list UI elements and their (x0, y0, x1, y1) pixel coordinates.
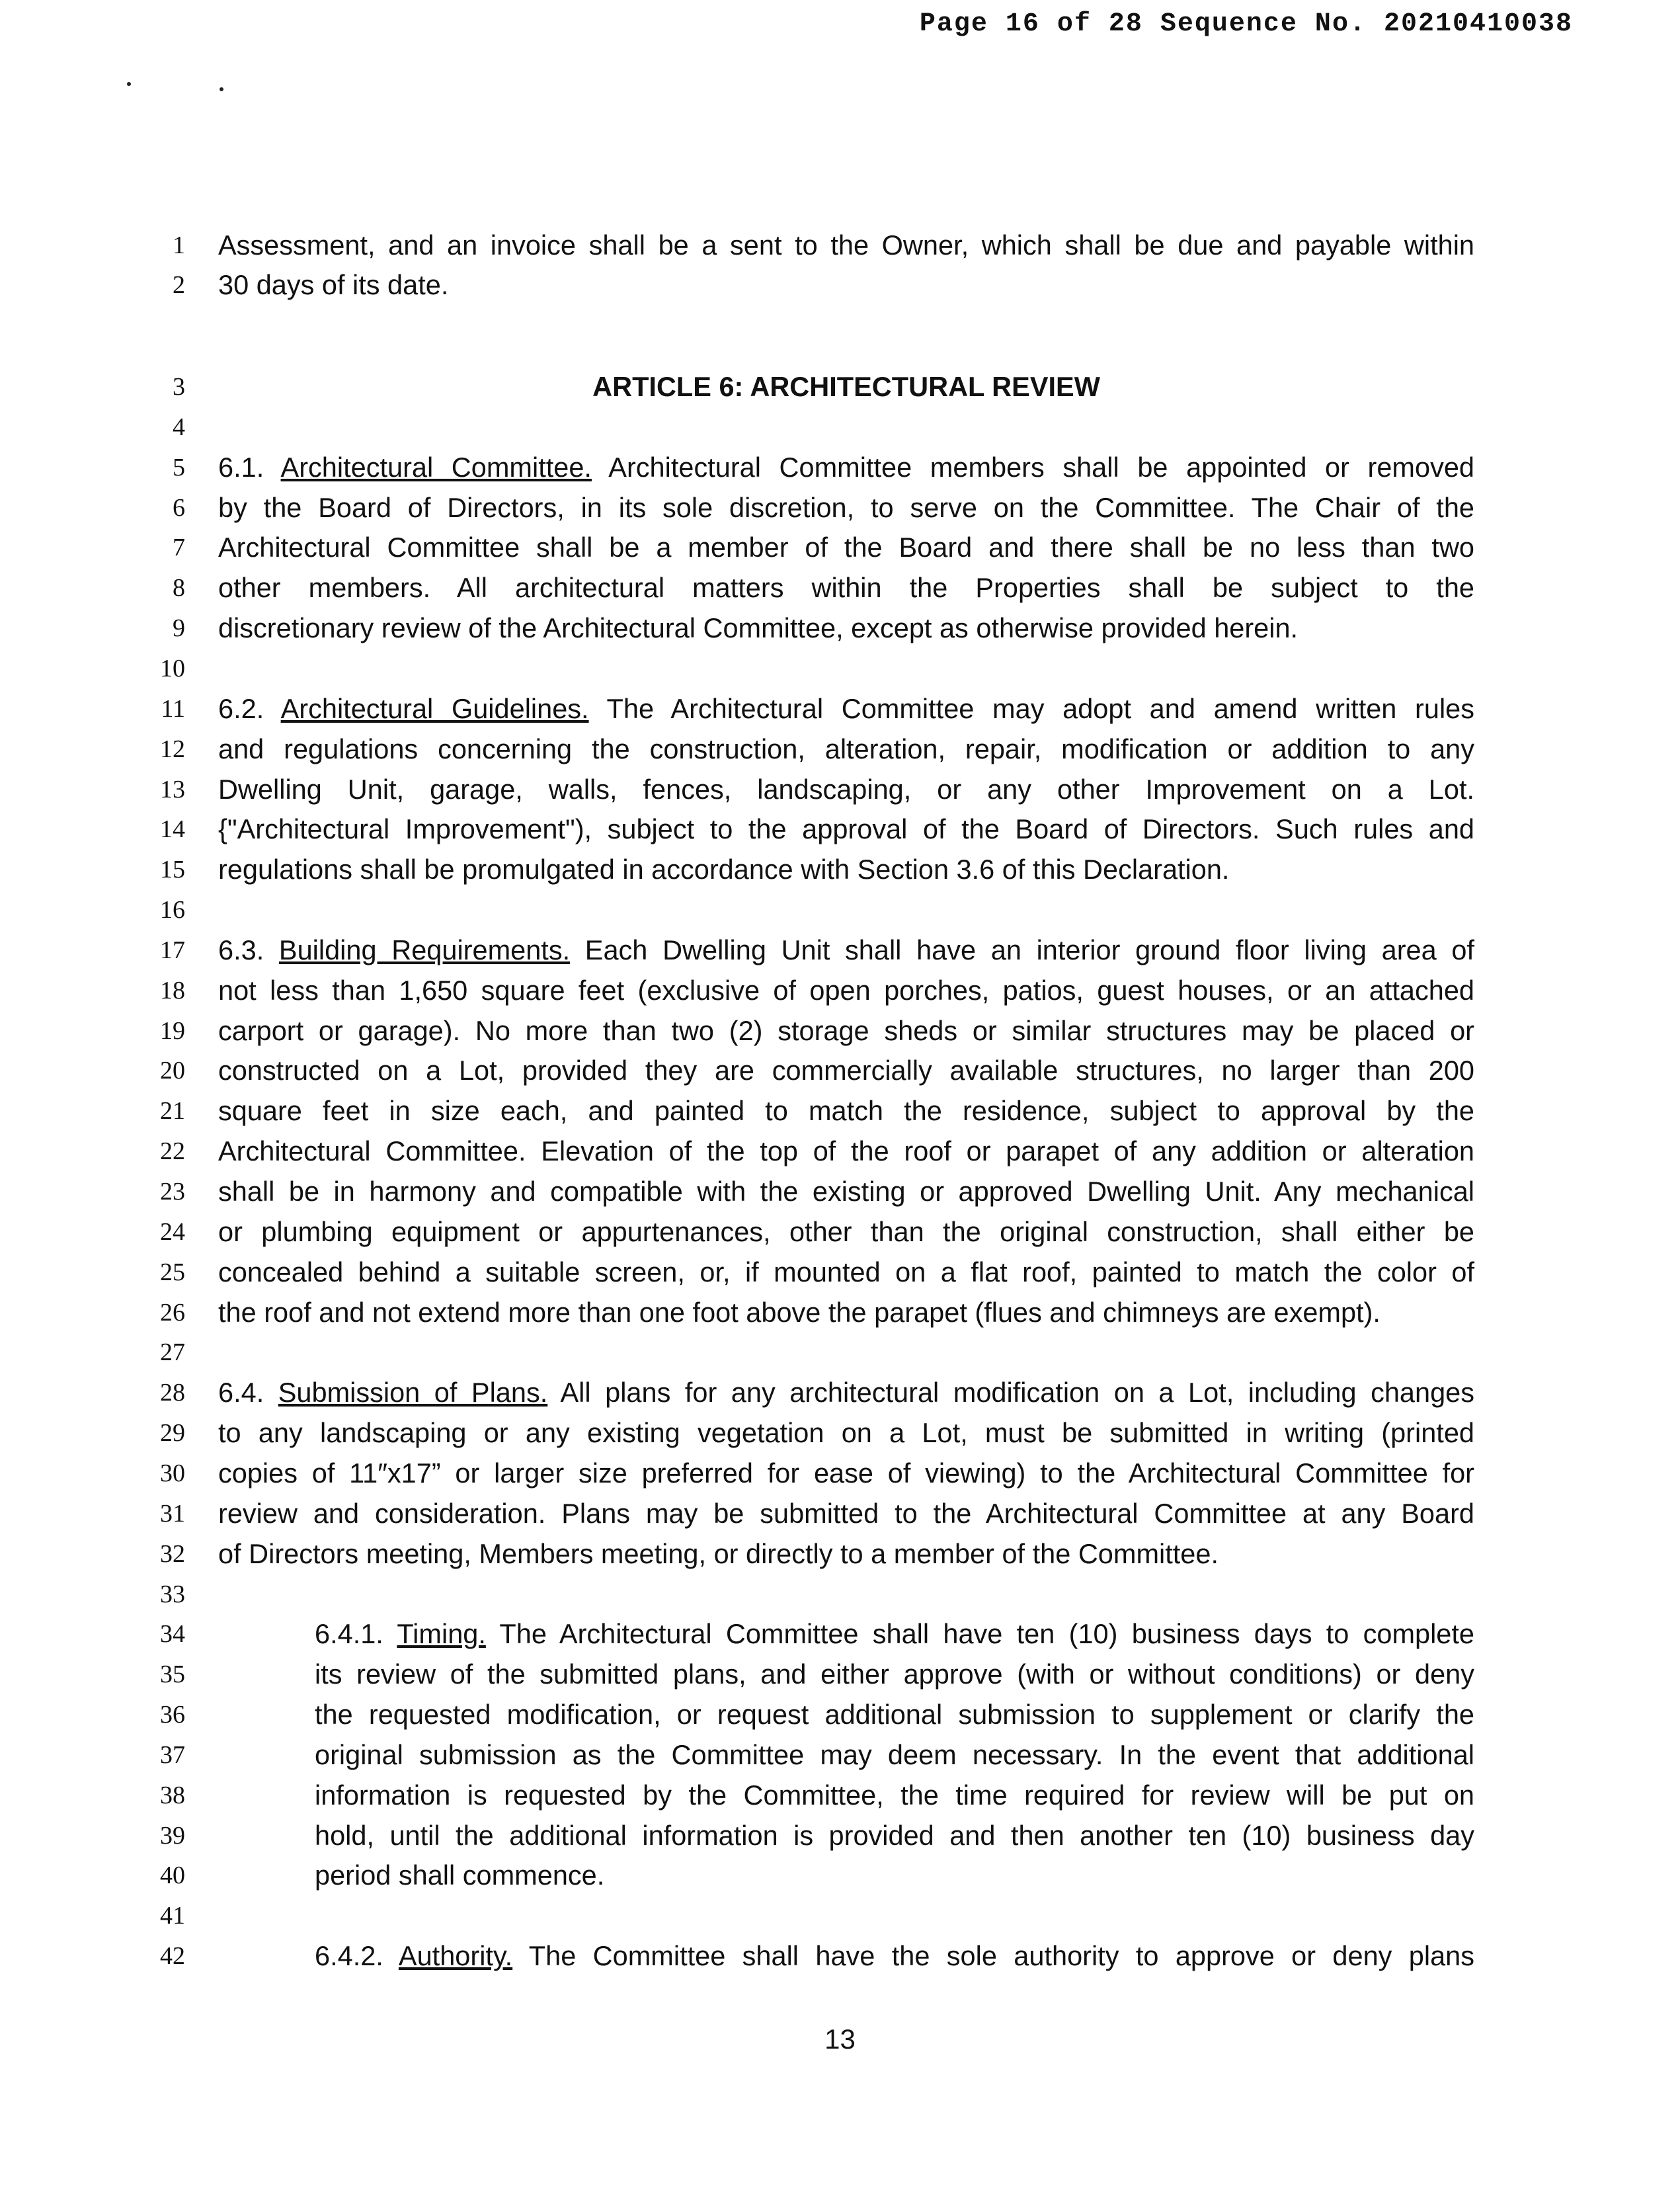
body-line (315, 1816, 1474, 1856)
line-number: 15 (160, 856, 185, 884)
line-text: period shall commence. (315, 1859, 605, 1891)
line-text: {"Architectural Improvement"), subject to the approval of the Board of Directors. Such rules and (218, 813, 1474, 845)
body-line (218, 1011, 1474, 1051)
line-number: 39 (160, 1821, 185, 1850)
article-heading: ARTICLE 6: ARCHITECTURAL REVIEW (592, 371, 1100, 402)
body-line (218, 729, 1474, 769)
section-title: Timing. (397, 1618, 486, 1650)
line-number: 35 (160, 1660, 185, 1689)
section-title: Architectural Committee. (280, 451, 592, 483)
line-text: The Committee shall have the sole authority to approve or deny plans (512, 1940, 1474, 1972)
line-number: 20 (160, 1057, 185, 1085)
body-line (315, 1614, 1474, 1654)
line-number: 10 (160, 654, 185, 682)
body-line (218, 1172, 1474, 1211)
section-title: Submission of Plans. (278, 1377, 548, 1409)
line-number: 11 (161, 694, 185, 723)
body-line (315, 1695, 1474, 1735)
line-text: and regulations concerning the construction, alteration, repair, modification or addition to any (218, 733, 1474, 764)
line-number: 25 (160, 1258, 185, 1286)
line-text: the requested modification, or request additional submission to supplement or clarify the (315, 1699, 1474, 1731)
line-text: concealed behind a suitable screen, or, if mounted on a flat roof, painted to match the color of (218, 1256, 1474, 1287)
line-text: constructed on a Lot, provided they are commercially available structures, no larger than 200 (218, 1055, 1474, 1086)
line-text: regulations shall be promulgated in accordance with Section 3.6 of this Declaration. (218, 854, 1230, 885)
scan-speck (220, 87, 223, 91)
section-number: 6.4.2. (315, 1940, 399, 1972)
line-number: 2 (173, 271, 185, 299)
section-number: 6.1. (218, 451, 281, 483)
line-number: 32 (160, 1539, 185, 1568)
line-number: 18 (160, 976, 185, 1004)
body-line (218, 1212, 1474, 1252)
line-text: information is requested by the Committee, the time required for review will be put on (315, 1779, 1474, 1811)
line-number: 41 (160, 1902, 185, 1930)
line-text: Each Dwelling Unit shall have an interior ground floor living area of (570, 934, 1474, 965)
line-number: 4 (173, 413, 185, 441)
body-line (218, 568, 1474, 608)
section-number: 6.4. (218, 1377, 278, 1409)
line-text: its review of the submitted plans, and either approve (with or without conditions) or deny (315, 1658, 1474, 1690)
page-number: 13 (824, 2023, 856, 2055)
line-number: 16 (160, 896, 185, 924)
body-line (315, 1735, 1474, 1775)
body-line (218, 930, 1474, 970)
body-line (218, 265, 1474, 305)
line-number: 30 (160, 1459, 185, 1487)
line-number: 42 (160, 1942, 185, 1971)
line-number: 6 (173, 493, 185, 522)
line-text: Architectural Committee members shall be appointed or removed (591, 451, 1474, 483)
line-number: 7 (173, 534, 185, 562)
line-text: or plumbing equipment or appurtenances, other than the original construction, shall either be (218, 1215, 1474, 1247)
line-text: copies of 11″x17” or larger size preferred for ease of viewing) to the Architectural Committee for (218, 1457, 1474, 1489)
body-line (218, 1252, 1474, 1292)
line-text: The Architectural Committee shall have ten (10) business days to complete (485, 1618, 1474, 1650)
body-line (218, 488, 1474, 528)
line-number: 3 (173, 373, 185, 401)
line-number: 5 (173, 453, 185, 481)
line-number: 12 (160, 735, 185, 763)
body-line (218, 1373, 1474, 1412)
line-text: by the Board of Directors, in its sole discretion, to serve on the Committee. The Chair of the (218, 491, 1474, 523)
body-line (218, 1453, 1474, 1493)
line-number: 21 (160, 1097, 185, 1125)
body-line (218, 448, 1474, 487)
body-line (315, 1936, 1474, 1976)
line-number: 13 (160, 775, 185, 803)
line-number: 31 (160, 1499, 185, 1528)
line-number: 29 (160, 1419, 185, 1448)
page-sequence-header: Page 16 of 28 Sequence No. 20210410038 (919, 9, 1573, 39)
line-number: 19 (160, 1016, 185, 1045)
line-number: 24 (160, 1217, 185, 1246)
line-text: hold, until the additional information is provided and then another ten (10) business day (315, 1819, 1474, 1851)
section-title: Architectural Guidelines. (280, 692, 589, 724)
section-number: 6.2. (218, 692, 281, 724)
line-text: review and consideration. Plans may be submitted to the Architectural Committee at any Board (218, 1497, 1474, 1529)
section-title: Building Requirements. (278, 934, 571, 965)
line-number: 36 (160, 1701, 185, 1729)
body-line (218, 528, 1474, 567)
body-line (218, 971, 1474, 1010)
section-number: 6.3. (218, 934, 279, 965)
body-line (218, 1413, 1474, 1453)
line-number: 27 (160, 1338, 185, 1367)
line-text: other members. All architectural matters within the Properties shall be subject to the (218, 572, 1474, 604)
body-line (218, 1494, 1474, 1533)
body-line (315, 1776, 1474, 1815)
line-number: 34 (160, 1620, 185, 1649)
body-line (315, 1654, 1474, 1694)
line-text: All plans for any architectural modification on a Lot, including changes (547, 1377, 1474, 1409)
body-line (315, 1856, 1474, 1895)
line-number: 9 (173, 614, 185, 643)
line-text: Assessment, and an invoice shall be a sent to the Owner, which shall be due and payable within (218, 229, 1474, 261)
body-line (218, 689, 1474, 729)
line-number: 17 (160, 936, 185, 964)
line-text: shall be in harmony and compatible with the existing or approved Dwelling Unit. Any mechanical (218, 1176, 1474, 1207)
line-number: 33 (160, 1580, 185, 1608)
line-text: not less than 1,650 square feet (exclusive of open porches, patios, guest houses, or an attached (218, 974, 1474, 1006)
line-text: The Architectural Committee may adopt and amend written rules (588, 692, 1475, 724)
body-line (218, 1051, 1474, 1090)
scan-speck (127, 82, 131, 86)
line-text: the roof and not extend more than one foot above the parapet (flues and chimneys are exempt). (218, 1296, 1380, 1328)
line-text: Architectural Committee shall be a member of the Board and there shall be no less than two (218, 532, 1474, 563)
section-number: 6.4.1. (315, 1618, 397, 1650)
line-number: 37 (160, 1740, 185, 1769)
body-line (218, 1131, 1474, 1171)
body-line (218, 225, 1474, 265)
body-line (218, 608, 1474, 648)
line-number: 22 (160, 1137, 185, 1166)
body-line (218, 1293, 1474, 1332)
line-text: carport or garage). No more than two (2) storage sheds or similar structures may be placed or (218, 1014, 1474, 1046)
body-line (218, 770, 1474, 809)
body-line (218, 1091, 1474, 1131)
line-text: to any landscaping or any existing vegetation on a Lot, must be submitted in writing (printed (218, 1417, 1474, 1449)
section-title: Authority. (398, 1940, 513, 1972)
line-number: 38 (160, 1781, 185, 1809)
line-number: 8 (173, 574, 185, 602)
line-text: of Directors meeting, Members meeting, or directly to a member of the Committee. (218, 1537, 1219, 1569)
body-line (218, 809, 1474, 849)
line-text: square feet in size each, and painted to match the residence, subject to approval by the (218, 1095, 1474, 1127)
body-line (218, 850, 1474, 889)
body-line (218, 1534, 1474, 1574)
line-text: discretionary review of the Architectural Committee, except as otherwise provided herein. (218, 612, 1299, 644)
line-number: 1 (173, 231, 185, 259)
line-number: 14 (160, 815, 185, 844)
line-text: Architectural Committee. Elevation of the top of the roof or parapet of any addition or alteration (218, 1135, 1474, 1167)
line-number: 26 (160, 1298, 185, 1327)
line-number: 28 (160, 1379, 185, 1407)
line-text: Dwelling Unit, garage, walls, fences, landscaping, or any other Improvement on a Lot. (218, 773, 1474, 805)
line-text: 30 days of its date. (218, 269, 449, 300)
line-number: 23 (160, 1178, 185, 1205)
line-number: 40 (160, 1861, 185, 1890)
line-text: original submission as the Committee may deem necessary. In the event that additional (315, 1738, 1474, 1770)
